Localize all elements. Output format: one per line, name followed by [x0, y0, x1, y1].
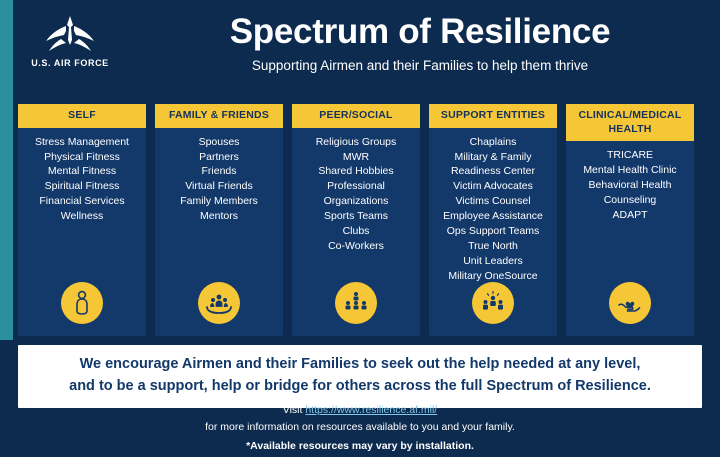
person-icon [61, 282, 103, 324]
air-force-wordmark: U.S. AIR FORCE [31, 58, 109, 68]
list-item: Unit Leaders [463, 254, 523, 267]
list-item: TRICARE [606, 149, 654, 162]
list-item: Ops Support Teams [446, 225, 540, 238]
banner-line-1: We encourage Airmen and their Families to seek out the help needed at any level, [79, 356, 641, 372]
list-item: Counseling [603, 194, 657, 206]
list-item: Friends [201, 165, 237, 178]
column-item-list [566, 141, 694, 227]
column-heading: CLINICAL/MEDICAL HEALTH [566, 104, 694, 141]
list-item: Mental Fitness [47, 165, 117, 178]
hand-heart-icon [609, 282, 651, 324]
page-title: Spectrum of Resilience [229, 12, 611, 51]
list-item: Religious Groups [315, 135, 397, 148]
air-force-wings-icon [18, 14, 122, 54]
column-heading: FAMILY & FRIENDS [155, 104, 283, 128]
list-item: Co-Workers [328, 239, 384, 252]
poster-footer [0, 402, 720, 455]
list-item: Spouses [198, 135, 240, 148]
column-self [18, 104, 146, 336]
column-item-list [292, 128, 420, 258]
list-item: Readiness Center [450, 165, 536, 178]
column-clinical-medical-health [566, 104, 694, 336]
column-item-list [18, 128, 146, 228]
column-heading: PEER/SOCIAL [292, 104, 420, 128]
list-item: Shared Hobbies [318, 165, 394, 178]
list-item: Wellness [60, 210, 104, 223]
page-subtitle: Supporting Airmen and their Families to help them thrive [251, 57, 589, 73]
column-heading: SUPPORT ENTITIES [429, 104, 557, 128]
list-item: Behavioral Health [588, 179, 672, 192]
group-network-icon [335, 282, 377, 324]
resilience-website-link[interactable]: https://www.resilience.af.mil/ [305, 404, 438, 416]
column-support-entities [429, 104, 557, 336]
list-item: ADAPT [612, 208, 648, 221]
list-item: Victims Counsel [455, 195, 531, 208]
list-item: Partners [199, 150, 239, 163]
list-item: MWR [342, 150, 370, 163]
column-heading: SELF [18, 104, 146, 128]
list-item: Military & Family [454, 150, 532, 163]
list-item: Family Members [180, 195, 258, 208]
column-item-list [429, 128, 557, 288]
list-item: Financial Services [39, 195, 125, 208]
list-item: True North [468, 239, 518, 252]
poster-header [0, 0, 720, 92]
footer-visit-line [0, 402, 720, 419]
list-item: Military OneSource [448, 269, 538, 282]
visit-label: Visit [282, 404, 303, 416]
column-item-list [155, 128, 283, 228]
people-idea-icon [472, 282, 514, 324]
list-item: Victim Advocates [453, 180, 533, 193]
list-item: Clubs [342, 225, 370, 238]
list-item: Physical Fitness [44, 150, 120, 163]
list-item: Employee Assistance [443, 210, 543, 223]
list-item: Mental Health Clinic [583, 164, 677, 177]
list-item: Sports Teams [324, 210, 388, 223]
title-block [130, 14, 710, 73]
footer-line-3: *Available resources may vary by installation. [246, 440, 474, 452]
family-hands-icon [198, 282, 240, 324]
call-to-action-banner [18, 345, 702, 408]
list-item: Virtual Friends [185, 180, 253, 193]
list-item: Professional [327, 180, 385, 193]
list-item: Mentors [200, 210, 238, 223]
spectrum-columns [18, 104, 702, 336]
list-item: Chaplains [469, 135, 517, 148]
air-force-branding [18, 14, 122, 68]
list-item: Stress Management [35, 135, 129, 148]
column-peer-social [292, 104, 420, 336]
column-family-friends [155, 104, 283, 336]
list-item: Organizations [323, 195, 389, 208]
footer-line-2: for more information on resources available to you and your family. [205, 421, 515, 433]
list-item: Spiritual Fitness [44, 180, 120, 193]
banner-line-2: and to be a support, help or bridge for others across the full Spectrum of Resilience. [69, 377, 651, 394]
